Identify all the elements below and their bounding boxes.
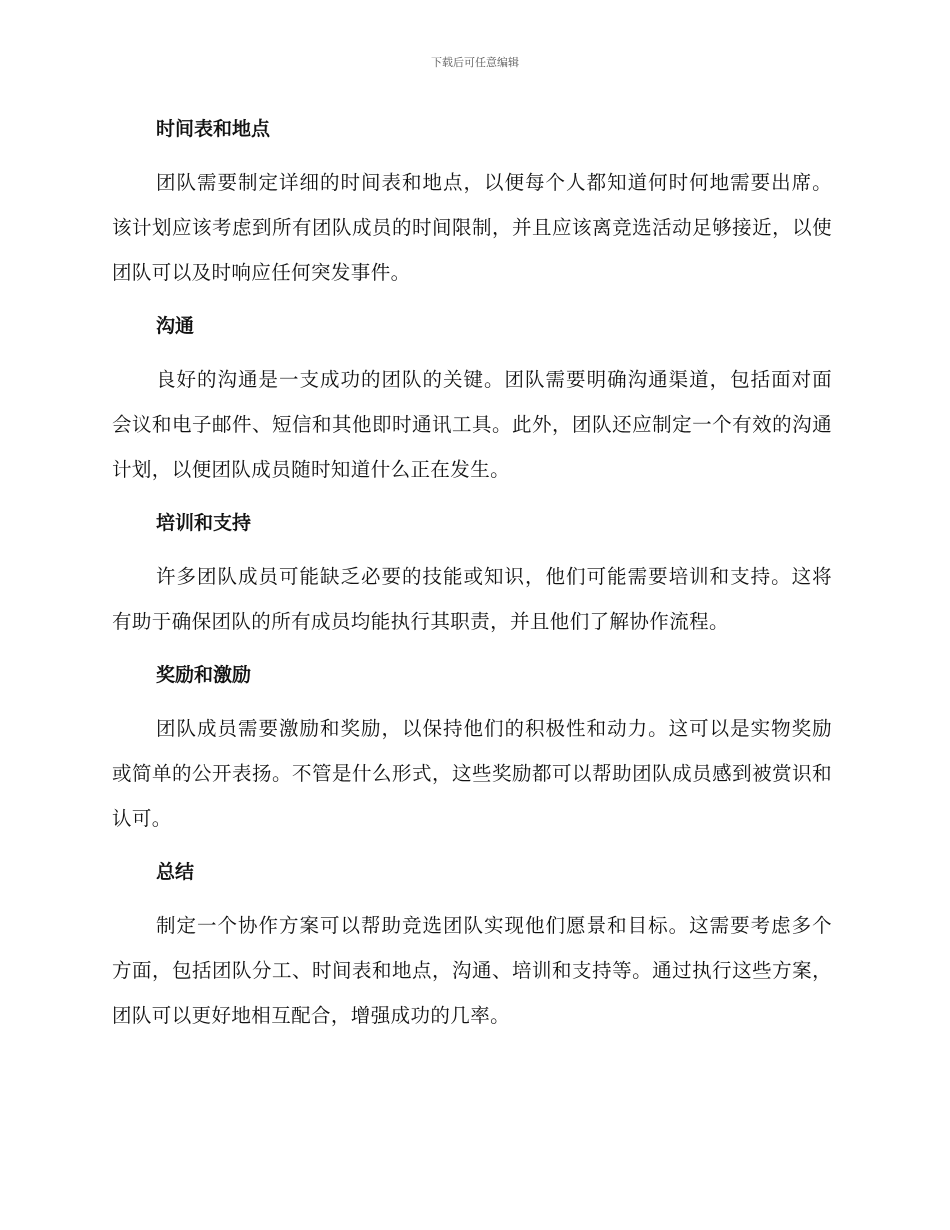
section-paragraph-communication: 良好的沟通是一支成功的团队的关键。团队需要明确沟通渠道，包括面对面会议和电子邮件、短信和其他即时通讯工具。此外，团队还应制定一个有效的沟通计划，以便团队成员随时知道什么正在发生。 (112, 368, 832, 481)
section-heading-communication: 沟通 (156, 315, 195, 337)
section-paragraph-schedule: 团队需要制定详细的时间表和地点，以便每个人都知道何时何地需要出席。该计划应该考虑到所有团队成员的时间限制，并且应该离竞选活动足够接近，以使团队可以及时响应任何突发事件。 (112, 171, 832, 284)
document-body (112, 112, 832, 1038)
section-paragraph-training: 许多团队成员可能缺乏必要的技能或知识，他们可能需要培训和支持。这将有助于确保团队的所有成员均能执行其职责，并且他们了解协作流程。 (112, 565, 832, 633)
section-heading-summary: 总结 (156, 861, 195, 883)
section-heading-schedule: 时间表和地点 (156, 118, 271, 140)
section-paragraph-summary: 制定一个协作方案可以帮助竞选团队实现他们愿景和目标。这需要考虑多个方面，包括团队分工、时间表和地点，沟通、培训和支持等。通过执行这些方案，团队可以更好地相互配合，增强成功的几率。 (112, 914, 832, 1027)
header-note: 下载后可任意编辑 (431, 56, 519, 69)
section-heading-rewards: 奖励和激励 (156, 664, 252, 686)
section-heading-training: 培训和支持 (156, 512, 252, 534)
section-paragraph-rewards: 团队成员需要激励和奖励，以保持他们的积极性和动力。这可以是实物奖励或简单的公开表扬。不管是什么形式，这些奖励都可以帮助团队成员感到被赏识和认可。 (112, 717, 832, 830)
